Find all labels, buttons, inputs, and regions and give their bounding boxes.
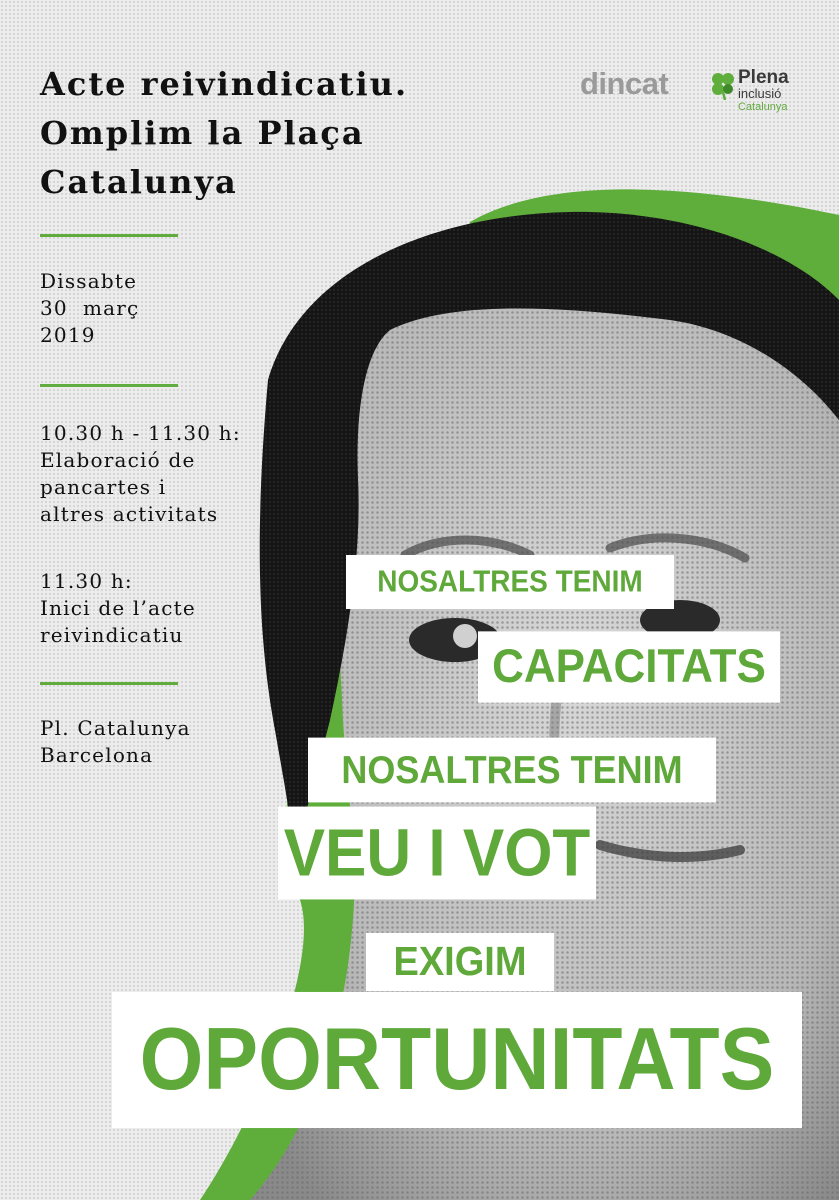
event-title — [40, 60, 408, 207]
plena-name: Plena — [738, 67, 789, 88]
plena-subname: inclusió — [738, 86, 782, 101]
event-location — [40, 715, 191, 769]
divider-rule — [40, 682, 178, 685]
date-year: 2019 — [40, 323, 96, 347]
event-date — [40, 268, 139, 349]
schedule-text: Elaboració de — [40, 448, 196, 472]
slogan-nosaltres-tenim: NOSALTRES TENIM — [346, 555, 674, 609]
schedule-item — [40, 568, 196, 649]
slogan-oportunitats: OPORTUNITATS — [112, 992, 802, 1128]
clover-icon — [709, 70, 737, 100]
location-line: Barcelona — [40, 743, 154, 767]
schedule-item — [40, 420, 241, 528]
slogan-capacitats: CAPACITATS — [478, 631, 780, 702]
plena-region: Catalunya — [738, 101, 788, 113]
schedule-time: 10.30 h - 11.30 h: — [40, 421, 241, 445]
date-weekday: Dissabte — [40, 269, 138, 293]
schedule-text: altres activitats — [40, 502, 219, 526]
location-line: Pl. Catalunya — [40, 716, 191, 740]
dincat-logo: dincat — [580, 66, 669, 101]
schedule-text: reivindicatiu — [40, 623, 184, 647]
divider-rule — [40, 234, 178, 237]
schedule-time: 11.30 h: — [40, 569, 133, 593]
date-day-month: 30 març — [40, 296, 140, 320]
divider-rule — [40, 384, 178, 387]
slogan-veu-i-vot: VEU I VOT — [278, 807, 596, 900]
title-line: Omplim la Plaça — [40, 114, 365, 152]
title-line: Catalunya — [40, 163, 238, 201]
slogan-nosaltres-tenim: NOSALTRES TENIM — [308, 738, 716, 803]
schedule-text: pancartes i — [40, 475, 167, 499]
slogan-exigim: EXIGIM — [366, 933, 554, 991]
plena-inclusio-logo — [709, 68, 809, 118]
title-line: Acte reivindicatiu. — [40, 65, 409, 103]
schedule-text: Inici de l’acte — [40, 596, 196, 620]
